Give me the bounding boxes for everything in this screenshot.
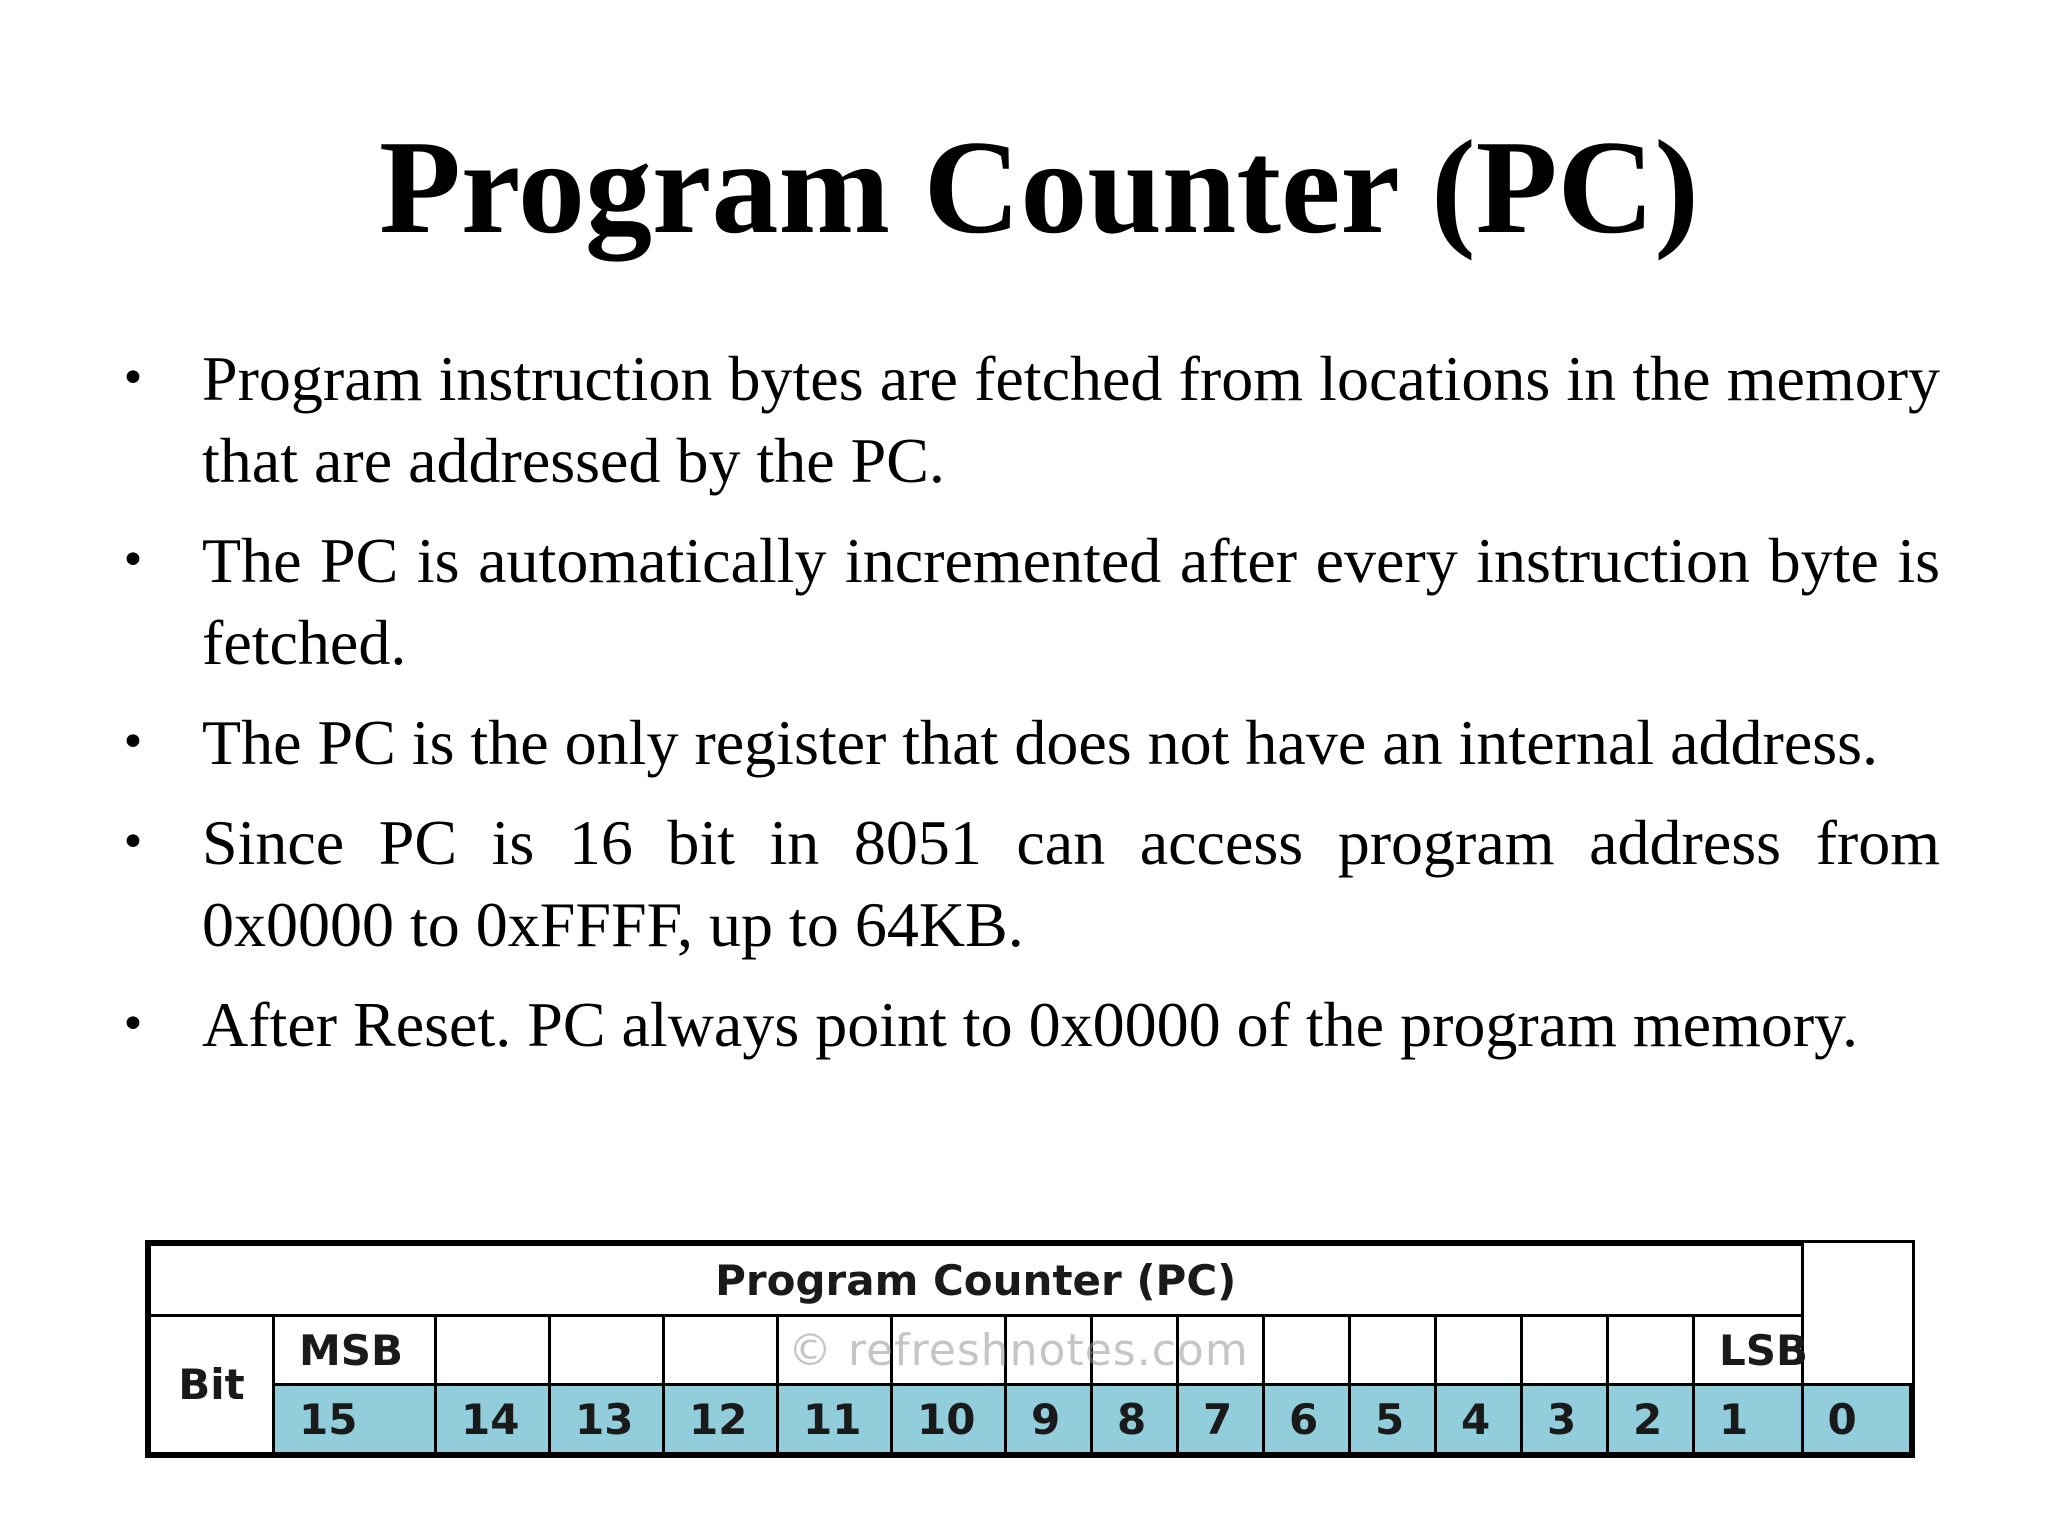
program-counter-table bbox=[145, 1240, 1915, 1458]
bullet-text: The PC is the only register that does not have an internal address. bbox=[202, 707, 1879, 778]
bit-row-label: Bit bbox=[150, 1316, 274, 1454]
empty-cell bbox=[436, 1316, 550, 1385]
bullet-text: Since PC is 16 bit in 8051 can access program address from 0x0000 to 0xFFFF, up to 64KB. bbox=[202, 807, 1940, 960]
empty-cell bbox=[1178, 1316, 1264, 1385]
empty-cell bbox=[1522, 1316, 1608, 1385]
bullet-item bbox=[120, 702, 1940, 784]
bullet-list bbox=[120, 338, 1940, 1084]
bit-cell: 3 bbox=[1522, 1385, 1608, 1454]
bit-cell: 9 bbox=[1006, 1385, 1092, 1454]
bullet-dot-icon: • bbox=[120, 535, 146, 586]
bit-cell: 15 bbox=[274, 1385, 436, 1454]
bullet-item bbox=[120, 984, 1940, 1066]
empty-cell bbox=[1092, 1316, 1178, 1385]
empty-cell bbox=[1350, 1316, 1436, 1385]
lsb-label: LSB bbox=[1694, 1316, 1803, 1385]
bit-cell: 12 bbox=[664, 1385, 778, 1454]
msb-label: MSB bbox=[274, 1316, 436, 1385]
empty-cell bbox=[1006, 1316, 1092, 1385]
bullet-text: After Reset. PC always point to 0x0000 of the program memory. bbox=[202, 989, 1858, 1060]
empty-cell bbox=[550, 1316, 664, 1385]
bullet-item bbox=[120, 802, 1940, 966]
bullet-dot-icon: • bbox=[120, 999, 146, 1050]
bit-cell: 14 bbox=[436, 1385, 550, 1454]
bit-cell: 6 bbox=[1264, 1385, 1350, 1454]
table-title: Program Counter (PC) bbox=[150, 1245, 1803, 1316]
empty-cell bbox=[778, 1316, 892, 1385]
bit-cell: 7 bbox=[1178, 1385, 1264, 1454]
bit-cell: 2 bbox=[1608, 1385, 1694, 1454]
empty-cell bbox=[1436, 1316, 1522, 1385]
slide-title: Program Counter (PC) bbox=[379, 113, 1699, 261]
bit-cell: 13 bbox=[550, 1385, 664, 1454]
bullet-item bbox=[120, 520, 1940, 684]
watermark: © refreshnotes.com bbox=[788, 1325, 1249, 1376]
bit-cell: 0 bbox=[1802, 1385, 1911, 1454]
bullet-dot-icon: • bbox=[120, 817, 146, 868]
bullet-dot-icon: • bbox=[120, 353, 146, 404]
bit-cell: 5 bbox=[1350, 1385, 1436, 1454]
empty-cell bbox=[892, 1316, 1006, 1385]
empty-cell bbox=[1264, 1316, 1350, 1385]
empty-cell bbox=[664, 1316, 778, 1385]
bit-cell: 4 bbox=[1436, 1385, 1522, 1454]
bullet-dot-icon: • bbox=[120, 717, 146, 768]
bullet-item bbox=[120, 338, 1940, 502]
bit-cell: 1 bbox=[1694, 1385, 1803, 1454]
bit-cell: 11 bbox=[778, 1385, 892, 1454]
bit-cell: 8 bbox=[1092, 1385, 1178, 1454]
bit-cell: 10 bbox=[892, 1385, 1006, 1454]
bullet-text: Program instruction bytes are fetched from locations in the memory that are addressed by the PC. bbox=[202, 343, 1940, 496]
bullet-text: The PC is automatically incremented after every instruction byte is fetched. bbox=[202, 525, 1940, 678]
empty-cell bbox=[1608, 1316, 1694, 1385]
